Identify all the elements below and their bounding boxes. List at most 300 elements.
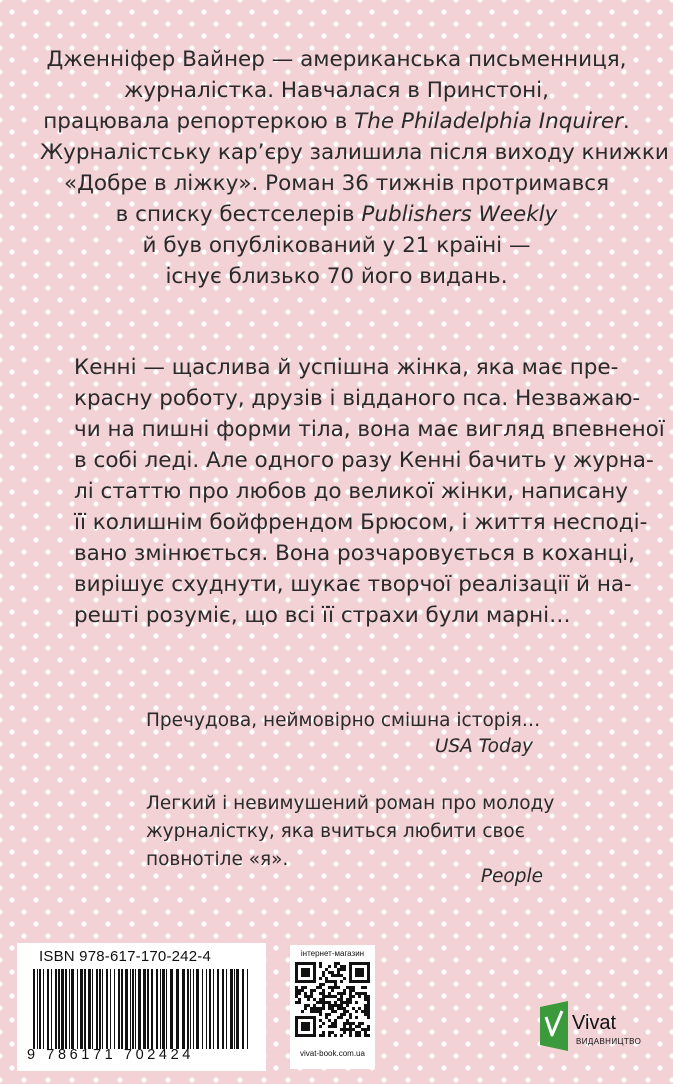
- qr-module: [361, 1028, 364, 1031]
- barcode-bar: [147, 969, 149, 1049]
- bio-line: Дженніфер Вайнер — американська письменниця,: [46, 47, 627, 72]
- qr-module: [349, 989, 352, 992]
- qr-module: [343, 1028, 346, 1031]
- annotation-line: вирішує схуднути, шукає творчої реалізації й на-: [74, 572, 632, 597]
- barcode-bar: [65, 969, 67, 1049]
- qr-module: [322, 1007, 325, 1010]
- qr-module: [328, 1019, 331, 1022]
- barcode-bar: [99, 969, 101, 1049]
- qr-caption: інтернет-магазин: [300, 949, 365, 958]
- qr-module: [340, 1007, 343, 1010]
- qr-module: [319, 1019, 322, 1022]
- qr-module: [316, 1010, 319, 1013]
- qr-module: [295, 989, 298, 992]
- qr-module: [325, 968, 328, 971]
- qr-module: [331, 1007, 334, 1010]
- qr-module: [340, 1028, 343, 1031]
- qr-module: [364, 1010, 367, 1013]
- qr-module: [328, 1031, 331, 1034]
- barcode-bar: [222, 969, 224, 1049]
- qr-module: [334, 974, 337, 977]
- qr-module: [319, 1010, 322, 1013]
- qr-module: [322, 1022, 325, 1025]
- qr-module: [364, 998, 367, 1001]
- qr-module: [343, 977, 346, 980]
- qr-module: [322, 1031, 325, 1034]
- qr-module: [340, 995, 343, 998]
- qr-module: [319, 1013, 322, 1016]
- qr-module: [304, 1004, 307, 1007]
- qr-module: [355, 1001, 358, 1004]
- qr-module: [334, 986, 337, 989]
- barcode-bar: [202, 969, 203, 1049]
- qr-module: [343, 992, 346, 995]
- review-source: USA Today: [434, 736, 533, 757]
- qr-module: [331, 995, 334, 998]
- qr-module: [343, 1031, 346, 1034]
- barcode-bar: [80, 969, 83, 1049]
- barcode-bar: [213, 969, 214, 1049]
- barcode-bar: [182, 969, 185, 1049]
- qr-module: [331, 1004, 334, 1007]
- qr-module: [367, 1001, 370, 1004]
- qr-module: [331, 1025, 334, 1028]
- qr-module: [301, 1022, 310, 1031]
- qr-module: [343, 1001, 346, 1004]
- qr-module: [334, 965, 337, 968]
- qr-module: [337, 1004, 340, 1007]
- qr-module: [349, 1025, 352, 1028]
- qr-module: [349, 1016, 352, 1019]
- barcode-bar: [61, 969, 64, 1049]
- qr-module: [349, 998, 352, 1001]
- qr-module: [346, 1010, 349, 1013]
- qr-module: [304, 986, 307, 989]
- qr-module: [337, 974, 340, 977]
- qr-module: [328, 965, 331, 968]
- qr-panel: [290, 945, 375, 1069]
- qr-module: [298, 998, 301, 1001]
- qr-module: [361, 986, 364, 989]
- qr-module: [340, 1004, 343, 1007]
- qr-module: [298, 989, 301, 992]
- qr-module: [343, 1010, 346, 1013]
- qr-module: [358, 1034, 361, 1037]
- qr-module: [298, 1001, 301, 1004]
- qr-module: [349, 1022, 352, 1025]
- qr-module: [340, 974, 343, 977]
- isbn-label: ISBN 978-617-170-242-4: [39, 948, 212, 965]
- qr-module: [331, 974, 334, 977]
- book-annotation: [74, 352, 665, 631]
- qr-module: [316, 1001, 319, 1004]
- qr-module: [343, 965, 346, 968]
- qr-module: [331, 989, 334, 992]
- qr-module: [319, 983, 322, 986]
- bio-line: в списку бестселерів Publishers Weekly: [115, 202, 558, 227]
- barcode-bar: [230, 969, 233, 1049]
- qr-module: [355, 968, 364, 977]
- qr-module: [319, 1034, 322, 1037]
- qr-module: [358, 995, 361, 998]
- barcode-bar: [162, 969, 165, 1049]
- barcode-bar: [130, 969, 131, 1049]
- qr-module: [319, 1007, 322, 1010]
- qr-module: [355, 1031, 358, 1034]
- qr-module: [322, 1001, 325, 1004]
- qr-module: [310, 989, 313, 992]
- qr-module: [343, 989, 346, 992]
- barcode-bar: [43, 969, 44, 1049]
- barcode-bar: [217, 969, 219, 1049]
- qr-module: [328, 1025, 331, 1028]
- qr-module: [364, 1028, 367, 1031]
- barcode-bar: [125, 969, 128, 1049]
- barcode-digits: 9 786171 702424: [27, 1047, 194, 1063]
- qr-module: [349, 986, 352, 989]
- publisher-sub: ВИДАВНИЦТВО: [576, 1037, 642, 1046]
- qr-module: [337, 992, 340, 995]
- qr-module: [334, 1025, 337, 1028]
- barcode-bar: [102, 969, 103, 1049]
- qr-module: [346, 1022, 349, 1025]
- qr-module: [310, 992, 313, 995]
- qr-module: [352, 1022, 355, 1025]
- barcode-bar: [190, 969, 191, 1049]
- annotation-line: вано змінюється. Вона розчаровується в коханці,: [74, 541, 635, 566]
- barcode-bar: [226, 969, 227, 1049]
- qr-module: [364, 1031, 367, 1034]
- qr-code-icon[interactable]: [295, 962, 370, 1037]
- barcode-bar: [47, 969, 49, 1049]
- annotation-line: лі статтю про любов до великої жінки, написану: [74, 479, 628, 504]
- qr-module: [310, 1007, 313, 1010]
- barcode-bar: [196, 969, 199, 1049]
- qr-module: [349, 995, 352, 998]
- barcode-bar: [209, 969, 211, 1049]
- qr-module: [349, 992, 352, 995]
- barcode-bar: [58, 969, 60, 1049]
- barcode-bar: [51, 969, 52, 1049]
- bio-line: Журналістську кар’єру залишила після виходу книжки: [40, 140, 669, 165]
- qr-module: [334, 980, 337, 983]
- barcode-bar: [156, 969, 158, 1049]
- qr-module: [349, 1028, 352, 1031]
- barcode-bar: [160, 969, 161, 1049]
- qr-module: [319, 977, 322, 980]
- qr-module: [328, 971, 331, 974]
- qr-module: [295, 992, 298, 995]
- qr-module: [331, 1010, 334, 1013]
- barcode-bar: [247, 969, 248, 1049]
- qr-module: [355, 992, 358, 995]
- qr-module: [346, 1001, 349, 1004]
- qr-module: [334, 1010, 337, 1013]
- qr-module: [325, 995, 328, 998]
- qr-module: [352, 1007, 355, 1010]
- barcode-panel: [17, 943, 266, 1071]
- barcode-bar: [110, 969, 111, 1049]
- qr-module: [367, 1010, 370, 1013]
- review-quote: [146, 790, 566, 874]
- qr-module: [343, 1025, 346, 1028]
- qr-module: [340, 1013, 343, 1016]
- barcode-bar: [143, 969, 146, 1049]
- qr-module: [337, 968, 340, 971]
- qr-module: [337, 962, 340, 965]
- qr-module: [352, 986, 355, 989]
- qr-module: [325, 1013, 328, 1016]
- barcode-bar: [176, 969, 179, 1049]
- qr-module: [322, 1004, 325, 1007]
- qr-module: [358, 1022, 361, 1025]
- qr-module: [334, 1001, 337, 1004]
- qr-module: [334, 995, 337, 998]
- qr-module: [364, 986, 367, 989]
- author-bio: [40, 44, 669, 292]
- qr-module: [349, 1001, 352, 1004]
- qr-module: [340, 992, 343, 995]
- qr-module: [322, 992, 325, 995]
- qr-module: [349, 1031, 352, 1034]
- qr-module: [337, 1007, 340, 1010]
- qr-module: [367, 1004, 370, 1007]
- qr-module: [322, 995, 325, 998]
- qr-module: [304, 992, 307, 995]
- barcode-bar: [151, 969, 153, 1049]
- qr-module: [328, 986, 331, 989]
- qr-module: [310, 995, 313, 998]
- qr-module: [328, 1007, 331, 1010]
- qr-module: [352, 995, 355, 998]
- qr-module: [319, 992, 322, 995]
- qr-module: [313, 1004, 316, 1007]
- qr-module: [295, 995, 298, 998]
- barcode-bar: [187, 969, 189, 1049]
- barcode-bar: [106, 969, 108, 1049]
- qr-module: [346, 998, 349, 1001]
- newspaper-title: The Philadelphia Inquirer: [354, 109, 623, 134]
- qr-module: [346, 1019, 349, 1022]
- qr-module: [364, 1034, 367, 1037]
- qr-module: [307, 995, 310, 998]
- qr-module: [331, 1031, 334, 1034]
- qr-module: [340, 1001, 343, 1004]
- qr-module: [313, 1010, 316, 1013]
- qr-module: [301, 1010, 304, 1013]
- annotation-line: її колишнім бойфрендом Брюсом, і життя несподі-: [74, 510, 648, 535]
- qr-module: [322, 1034, 325, 1037]
- qr-module: [337, 986, 340, 989]
- publisher-name: Vivat: [572, 1012, 617, 1034]
- qr-module: [313, 1007, 316, 1010]
- barcode-bar: [206, 969, 207, 1049]
- qr-module: [316, 1007, 319, 1010]
- qr-module: [325, 1016, 328, 1019]
- qr-module: [367, 1028, 370, 1031]
- qr-module: [328, 1004, 331, 1007]
- qr-module: [367, 998, 370, 1001]
- qr-module: [334, 1019, 337, 1022]
- qr-module: [331, 971, 334, 974]
- qr-module: [340, 965, 343, 968]
- barcode-bar: [69, 969, 70, 1049]
- qr-module: [331, 1022, 334, 1025]
- barcode-bar: [170, 969, 173, 1049]
- qr-module: [307, 1004, 310, 1007]
- barcode-image: [27, 969, 257, 1049]
- qr-module: [325, 1001, 328, 1004]
- qr-module: [340, 1034, 343, 1037]
- qr-module: [328, 1001, 331, 1004]
- qr-module: [340, 968, 343, 971]
- qr-module: [355, 1016, 358, 1019]
- review-source: People: [480, 866, 543, 887]
- qr-module: [328, 995, 331, 998]
- barcode-bar: [55, 969, 57, 1049]
- qr-module: [361, 992, 364, 995]
- qr-module: [304, 1007, 307, 1010]
- barcode-bar: [92, 969, 93, 1049]
- review-quote: Пречудова, неймовірно смішна історія…: [146, 710, 541, 731]
- bio-line: існує близько 70 його видань.: [165, 264, 508, 289]
- qr-module: [355, 1010, 358, 1013]
- qr-module: [367, 1034, 370, 1037]
- qr-module: [319, 965, 322, 968]
- qr-module: [322, 998, 325, 1001]
- barcode-bar: [114, 969, 115, 1049]
- qr-module: [322, 974, 325, 977]
- barcode-bar: [33, 969, 35, 1049]
- qr-module: [367, 1007, 370, 1010]
- barcode-bar: [236, 969, 239, 1049]
- qr-module: [328, 992, 331, 995]
- qr-module: [337, 971, 340, 974]
- qr-module: [343, 1007, 346, 1010]
- qr-module: [307, 998, 310, 1001]
- barcode-bar: [121, 969, 123, 1049]
- qr-module: [346, 986, 349, 989]
- quote-line: Легкий і невимушений роман про молоду: [146, 793, 555, 814]
- quote-line: повнотіле «я».: [146, 849, 289, 870]
- qr-module: [295, 1001, 298, 1004]
- qr-module: [334, 1022, 337, 1025]
- qr-module: [334, 1004, 337, 1007]
- qr-module: [319, 962, 322, 965]
- barcode-bar: [242, 969, 244, 1049]
- qr-module: [319, 1025, 322, 1028]
- barcode-bar: [88, 969, 91, 1049]
- bio-line: журналістка. Навчалася в Принстоні,: [124, 78, 549, 103]
- qr-module: [358, 1031, 361, 1034]
- qr-module: [358, 1007, 361, 1010]
- barcode-bar: [37, 969, 38, 1049]
- bio-line: й був опублікований у 21 країні —: [142, 233, 531, 258]
- qr-module: [358, 1025, 361, 1028]
- barcode-bar: [77, 969, 78, 1049]
- qr-module: [340, 980, 343, 983]
- qr-module: [349, 1034, 352, 1037]
- annotation-line: Кенні — щаслива й успішна жінка, яка має пре-: [74, 355, 619, 380]
- qr-module: [328, 1013, 331, 1016]
- barcode-bar: [135, 969, 136, 1049]
- qr-module: [325, 980, 328, 983]
- qr-module: [322, 971, 325, 974]
- qr-module: [337, 1016, 340, 1019]
- qr-module: [361, 1022, 364, 1025]
- magazine-title: Publishers Weekly: [361, 202, 558, 227]
- qr-module: [334, 983, 337, 986]
- qr-module: [337, 998, 340, 1001]
- barcode-bar: [234, 969, 235, 1049]
- barcode-bar: [39, 969, 41, 1049]
- qr-module: [331, 986, 334, 989]
- qr-module: [340, 1016, 343, 1019]
- qr-module: [319, 1001, 322, 1004]
- qr-module: [364, 1004, 367, 1007]
- qr-module: [298, 992, 301, 995]
- qr-module: [352, 1028, 355, 1031]
- qr-module: [328, 1034, 331, 1037]
- qr-module: [301, 968, 310, 977]
- barcode-bar: [193, 969, 194, 1049]
- qr-module: [313, 998, 316, 1001]
- qr-module: [367, 1013, 370, 1016]
- qr-module: [322, 983, 325, 986]
- qr-module: [319, 986, 322, 989]
- qr-module: [343, 968, 346, 971]
- quote-line: журналістку, яка вчиться любити своє: [146, 821, 525, 842]
- qr-module: [304, 995, 307, 998]
- qr-module: [346, 1028, 349, 1031]
- barcode-bar: [118, 969, 120, 1049]
- qr-module: [364, 995, 367, 998]
- qr-module: [301, 986, 304, 989]
- bio-line: працювала репортеркою в The Philadelphia Inquirer.: [43, 109, 630, 134]
- qr-module: [316, 986, 319, 989]
- qr-module: [331, 980, 334, 983]
- qr-module: [364, 992, 367, 995]
- qr-module: [349, 1013, 352, 1016]
- barcode-bar: [166, 969, 167, 1049]
- qr-module: [334, 1034, 337, 1037]
- qr-module: [358, 992, 361, 995]
- qr-module: [334, 962, 337, 965]
- annotation-line: решті розуміє, що всі її страхи були марні…: [74, 603, 571, 628]
- barcode-bar: [71, 969, 74, 1049]
- qr-module: [340, 998, 343, 1001]
- bio-line: «Добре в ліжку». Роман 36 тижнів протримався: [63, 171, 610, 196]
- barcode-bar: [132, 969, 134, 1049]
- annotation-line: красну роботу, друзів і відданого пса. Незважаю-: [74, 386, 641, 411]
- qr-module: [367, 1016, 370, 1019]
- qr-module: [310, 1010, 313, 1013]
- barcode-bar: [138, 969, 141, 1049]
- barcode-bar: [96, 969, 98, 1049]
- qr-module: [325, 977, 328, 980]
- qr-module: [322, 989, 325, 992]
- barcode-bar: [84, 969, 86, 1049]
- qr-module: [367, 1025, 370, 1028]
- qr-module: [364, 1013, 367, 1016]
- qr-module: [343, 1022, 346, 1025]
- qr-module: [352, 989, 355, 992]
- qr-module: [328, 980, 331, 983]
- qr-module: [346, 1004, 349, 1007]
- qr-module: [355, 1034, 358, 1037]
- qr-module: [313, 989, 316, 992]
- qr-module: [367, 995, 370, 998]
